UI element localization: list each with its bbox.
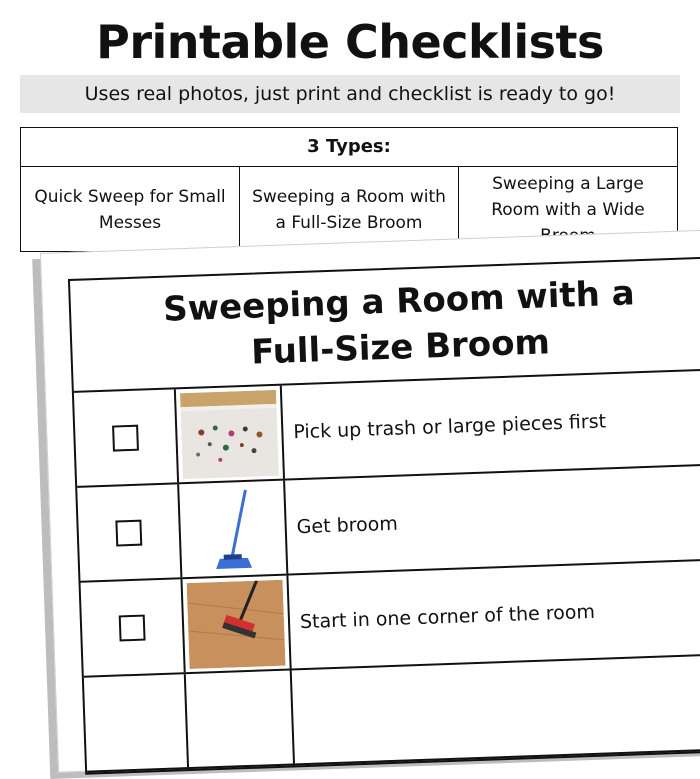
photo-cell (182, 576, 291, 673)
step-text: Get broom (296, 512, 399, 538)
checkbox-square[interactable] (119, 614, 146, 641)
checkbox-cell (77, 484, 182, 581)
type-quick-sweep: Quick Sweep for Small Messes (34, 186, 226, 233)
page-title: Printable Checklists (96, 15, 604, 69)
photo-cell (176, 386, 285, 483)
checkbox-square[interactable] (115, 519, 142, 546)
step-text (292, 653, 700, 764)
type-wide-broom: Sweeping a Large Room with a Wide (458, 167, 677, 252)
checklist-sheet (40, 228, 700, 773)
page-subtitle: Uses real photos, just print and checklist is ready to go! (20, 75, 680, 113)
blue-broom-photo (183, 484, 282, 573)
checklist-sheet-preview (40, 228, 700, 773)
step-text: Start in one corner of the room (299, 600, 596, 633)
checklist-title-line1: Sweeping a Room with a (162, 273, 636, 330)
checklist-title (70, 256, 700, 393)
photo-cell (179, 481, 288, 578)
checklist-table (68, 254, 700, 775)
checkbox-square[interactable] (112, 424, 139, 451)
trash-on-floor-photo (180, 389, 279, 478)
type-full-size-broom: Sweeping a Room with a Full-Size Broom (239, 167, 458, 252)
checkbox-cell (84, 674, 189, 771)
checklist-title-line2: Full-Size Broom (250, 322, 551, 373)
types-heading: 3 Types: (21, 128, 677, 167)
checkbox-cell (74, 389, 179, 486)
photo-cell (186, 670, 295, 767)
step-text: Pick up trash or large pieces first (293, 409, 607, 443)
sweeping-corner-photo (187, 579, 286, 668)
checkbox-cell (81, 579, 186, 676)
